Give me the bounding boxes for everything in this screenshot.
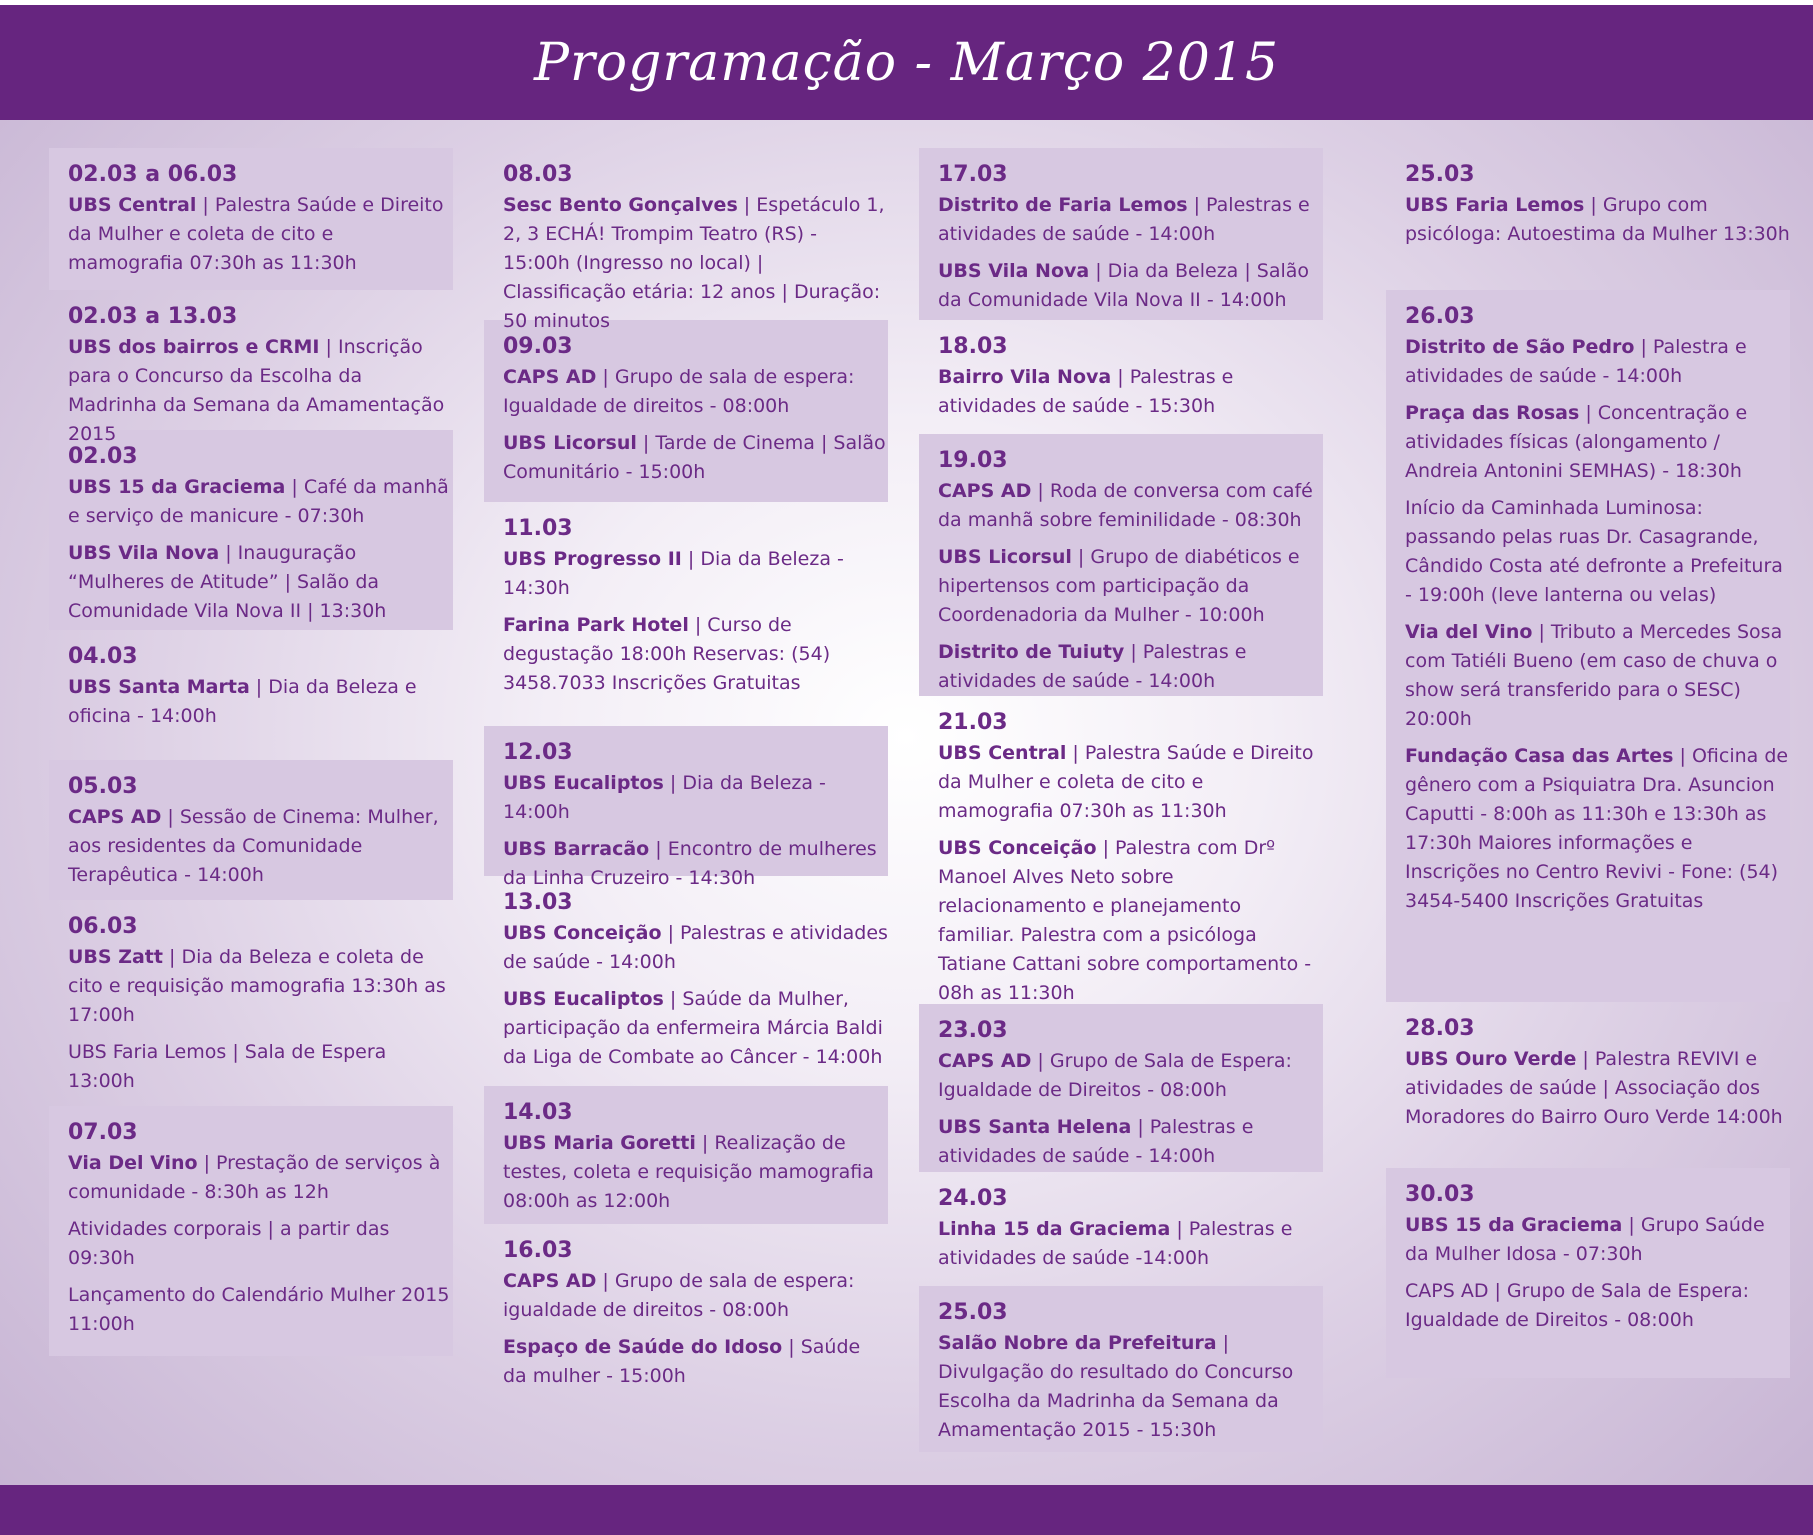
event-date: 05.03 xyxy=(68,774,138,799)
event-description: | Grupo de diabéticos e hipertensos com participação da Coordenadoria da Mulher - 10:00h xyxy=(938,546,1300,626)
event-date: 18.03 xyxy=(938,334,1008,359)
event-description: | Palestra com Drº Manoel Alves Neto sobre relacionamento e planejamento familiar. Palestra com a psicóloga Tatiane Cattani sobre comportamento - 08h as 11:30h xyxy=(938,837,1312,1004)
event-card xyxy=(484,726,888,889)
event-place: UBS Ouro Verde xyxy=(1405,1048,1577,1070)
event-date: 21.03 xyxy=(938,710,1008,735)
event-card xyxy=(919,434,1323,696)
event-place: UBS Santa Marta xyxy=(68,676,250,698)
event-description: | Roda de conversa com café da manhã sobre feminilidade - 08:30h xyxy=(938,480,1313,531)
event-description: Lançamento do Calendário Mulher 2015 11:00h xyxy=(68,1284,450,1335)
event-date: 14.03 xyxy=(503,1100,573,1125)
event-date: 02.03 xyxy=(68,444,138,469)
event-place: Distrito de Tuiuty xyxy=(938,641,1125,663)
event-description: | Palestras e atividades de saúde - 15:30h xyxy=(938,366,1234,417)
event-entry xyxy=(1405,191,1790,249)
event-place: UBS Vila Nova xyxy=(68,542,220,564)
event-card xyxy=(484,876,888,1086)
event-description: | Palestras e atividades de saúde - 14:00h xyxy=(938,641,1247,692)
event-card xyxy=(484,1086,888,1224)
event-description: | Divulgação do resultado do Concurso Escolha da Madrinha da Semana da Amamentação 2015 - 15:30h xyxy=(938,1332,1294,1441)
event-date: 28.03 xyxy=(1405,1016,1475,1041)
event-place: Distrito de Faria Lemos xyxy=(938,194,1188,216)
event-place: UBS Conceição xyxy=(503,922,662,944)
page-title: Programação - Março 2015 xyxy=(533,32,1280,93)
event-card xyxy=(49,1106,453,1356)
event-card xyxy=(919,1286,1323,1452)
event-place: Praça das Rosas xyxy=(1405,402,1580,424)
event-card xyxy=(484,1224,888,1404)
event-description: | Inscrição para o Concurso da Escolha da Madrinha da Semana da Amamentação 2015 xyxy=(68,336,445,445)
event-entry xyxy=(938,477,1323,535)
event-entry xyxy=(68,539,453,626)
event-entry xyxy=(68,943,453,1030)
event-entry xyxy=(503,545,888,603)
event-place: Via del Vino xyxy=(1405,621,1533,643)
event-place: Linha 15 da Graciema xyxy=(938,1218,1171,1240)
event-card xyxy=(484,148,888,332)
event-card xyxy=(49,900,453,1106)
event-description: | Palestras e atividades de saúde - 14:00h xyxy=(503,922,888,973)
event-entry xyxy=(1405,742,1790,916)
event-date: 25.03 xyxy=(938,1300,1008,1325)
event-description: UBS Faria Lemos | Sala de Espera 13:00h xyxy=(68,1041,387,1092)
event-date: 17.03 xyxy=(938,162,1008,187)
event-place: UBS Vila Nova xyxy=(938,260,1090,282)
event-entry xyxy=(1405,618,1790,734)
event-description: | Grupo com psicóloga: Autoestima da Mulher 13:30h xyxy=(1405,194,1790,245)
event-entry xyxy=(938,739,1323,826)
event-place: UBS Licorsul xyxy=(503,432,637,454)
event-card xyxy=(49,430,453,630)
event-entry xyxy=(503,919,888,977)
event-place: Espaço de Saúde do Idoso xyxy=(503,1336,783,1358)
event-description: | Dia da Beleza e oficina - 14:00h xyxy=(68,676,417,727)
event-entry xyxy=(503,1267,888,1325)
footer-bar xyxy=(0,1485,1813,1535)
event-description: | Palestra REVIVI e atividades de saúde | Associação dos Moradores do Bairro Ouro Verde 14:00h xyxy=(1405,1048,1783,1128)
event-entry xyxy=(68,673,453,731)
event-place: UBS Barracão xyxy=(503,838,650,860)
event-place: UBS Conceição xyxy=(938,837,1097,859)
event-card xyxy=(1386,1168,1790,1378)
event-date: 04.03 xyxy=(68,644,138,669)
event-entry xyxy=(503,429,888,487)
event-description: | Curso de degustação 18:00h Reservas: (54) 3458.7033 Inscrições Gratuitas xyxy=(503,614,831,694)
event-entry xyxy=(68,191,453,278)
event-entry xyxy=(938,1215,1323,1273)
header-banner xyxy=(0,0,1813,120)
schedule-column-3 xyxy=(919,148,1323,1452)
schedule-column-2 xyxy=(484,148,888,1404)
event-description: | Dia da Beleza e coleta de cito e requisição mamografia 13:30h as 17:00h xyxy=(68,946,446,1026)
event-date: 26.03 xyxy=(1405,304,1475,329)
event-date: 09.03 xyxy=(503,334,573,359)
event-entry xyxy=(1405,1277,1790,1335)
event-card xyxy=(1386,1002,1790,1168)
event-place: CAPS AD xyxy=(503,366,597,388)
event-entry xyxy=(503,769,888,827)
event-description: | Palestra e atividades de saúde - 14:00h xyxy=(1405,336,1747,387)
event-card xyxy=(49,760,453,900)
event-card xyxy=(484,320,888,502)
event-description: | Realização de testes, coleta e requisição mamografia 08:00h as 12:00h xyxy=(503,1132,874,1212)
event-entry xyxy=(1405,399,1790,486)
event-entry xyxy=(68,1149,453,1207)
event-entry xyxy=(938,834,1323,1008)
event-entry xyxy=(1405,1211,1790,1269)
event-description: | Dia da Beleza | Salão da Comunidade Vila Nova II - 14:00h xyxy=(938,260,1310,311)
event-date: 16.03 xyxy=(503,1238,573,1263)
event-date: 12.03 xyxy=(503,740,573,765)
event-entry xyxy=(938,1113,1323,1171)
event-description: | Café da manhã e serviço de manicure - 07:30h xyxy=(68,476,449,527)
event-description: | Dia da Beleza - 14:00h xyxy=(503,772,826,823)
event-card xyxy=(919,148,1323,320)
event-description: | Concentração e atividades físicas (alongamento / Andreia Antonini SEMHAS) - 18:30h xyxy=(1405,402,1748,482)
event-date: 02.03 a 06.03 xyxy=(68,162,238,187)
event-entry xyxy=(503,1333,888,1391)
event-date: 25.03 xyxy=(1405,162,1475,187)
event-entry xyxy=(938,257,1323,315)
event-card xyxy=(49,148,453,290)
schedule-column-1 xyxy=(49,148,453,1356)
event-date: 06.03 xyxy=(68,914,138,939)
event-card xyxy=(49,630,453,760)
event-card xyxy=(1386,148,1790,290)
schedule-column-4 xyxy=(1386,148,1790,1378)
event-date: 19.03 xyxy=(938,448,1008,473)
event-card xyxy=(919,1172,1323,1286)
event-date: 30.03 xyxy=(1405,1182,1475,1207)
event-description: | Dia da Beleza - 14:30h xyxy=(503,548,844,599)
event-place: UBS dos bairros e CRMI xyxy=(68,336,320,358)
event-place: CAPS AD xyxy=(938,480,1032,502)
event-description: | Prestação de serviços à comunidade - 8:30h as 12h xyxy=(68,1152,441,1203)
event-description: | Tributo a Mercedes Sosa com Tatiéli Bueno (em caso de chuva o show será transferido para o SESC) 20:00h xyxy=(1405,621,1783,730)
event-description: | Encontro de mulheres da Linha Cruzeiro - 14:30h xyxy=(503,838,877,889)
event-place: Sesc Bento Gonçalves xyxy=(503,194,738,216)
event-place: UBS Central xyxy=(68,194,197,216)
event-description: | Palestra Saúde e Direito da Mulher e coleta de cito e mamografia 07:30h as 11:30h xyxy=(938,742,1314,822)
event-entry xyxy=(938,191,1323,249)
event-card xyxy=(919,320,1323,434)
event-card xyxy=(484,502,888,726)
event-description: | Espetáculo 1, 2, 3 ECHÁ! Trompim Teatro (RS) - 15:00h (Ingresso no local) | Classificação etária: 12 anos | Duração: 50 minutos xyxy=(503,194,885,332)
event-card xyxy=(919,1004,1323,1172)
event-entry xyxy=(503,363,888,421)
event-place: CAPS AD xyxy=(503,1270,597,1292)
event-entry xyxy=(68,1038,453,1096)
event-entry xyxy=(68,473,453,531)
event-entry xyxy=(1405,333,1790,391)
event-place: Fundação Casa das Artes xyxy=(1405,745,1674,767)
event-entry xyxy=(503,191,888,336)
event-place: UBS Santa Helena xyxy=(938,1116,1132,1138)
event-date: 07.03 xyxy=(68,1120,138,1145)
event-entry xyxy=(68,1281,453,1339)
event-place: UBS Licorsul xyxy=(938,546,1072,568)
event-entry xyxy=(938,543,1323,630)
event-place: CAPS AD xyxy=(68,806,162,828)
event-description: | Grupo Saúde da Mulher Idosa - 07:30h xyxy=(1405,1214,1765,1265)
event-date: 23.03 xyxy=(938,1018,1008,1043)
event-card xyxy=(919,696,1323,1004)
event-description: Início da Caminhada Luminosa: passando pelas ruas Dr. Casagrande, Cândido Costa até defronte a Prefeitura - 19:00h (leve lanterna ou velas) xyxy=(1405,497,1783,606)
event-card xyxy=(1386,290,1790,1002)
event-entry xyxy=(503,611,888,698)
event-description: | Palestras e atividades de saúde - 14:00h xyxy=(938,1116,1254,1167)
event-place: UBS Eucaliptos xyxy=(503,772,664,794)
event-place: UBS Eucaliptos xyxy=(503,988,664,1010)
event-entry xyxy=(938,638,1323,696)
event-entry xyxy=(68,803,453,890)
event-description: | Saúde da mulher - 15:00h xyxy=(503,1336,861,1387)
event-place: Distrito de São Pedro xyxy=(1405,336,1635,358)
event-description: | Tarde de Cinema | Salão Comunitário - 15:00h xyxy=(503,432,886,483)
event-description: | Palestras e atividades de saúde -14:00h xyxy=(938,1218,1293,1269)
event-entry xyxy=(68,1215,453,1273)
event-place: UBS Progresso II xyxy=(503,548,682,570)
event-description: | Grupo de sala de espera: igualdade de direitos - 08:00h xyxy=(503,1270,855,1321)
event-place: Salão Nobre da Prefeitura xyxy=(938,1332,1217,1354)
event-entry xyxy=(1405,494,1790,610)
event-place: UBS Zatt xyxy=(68,946,163,968)
event-description: | Palestras e atividades de saúde - 14:00h xyxy=(938,194,1310,245)
event-place: CAPS AD xyxy=(938,1050,1032,1072)
event-description: | Oficina de gênero com a Psiquiatra Dra. Asuncion Caputti - 8:00h as 11:30h e 13:30h as 17:30h Maiores informações e Inscrições no Centro Revivi - Fone: (54) 3454-5400 Inscrições Gratuitas xyxy=(1405,745,1789,912)
event-entry xyxy=(938,363,1323,421)
event-entry xyxy=(503,1129,888,1216)
event-place: UBS 15 da Graciema xyxy=(1405,1214,1623,1236)
event-place: UBS Maria Goretti xyxy=(503,1132,696,1154)
event-date: 02.03 a 13.03 xyxy=(68,304,238,329)
event-description: | Grupo de sala de espera: Igualdade de direitos - 08:00h xyxy=(503,366,855,417)
event-date: 08.03 xyxy=(503,162,573,187)
event-place: UBS Faria Lemos xyxy=(1405,194,1585,216)
event-date: 24.03 xyxy=(938,1186,1008,1211)
event-place: Farina Park Hotel xyxy=(503,614,689,636)
event-description: Atividades corporais | a partir das 09:30h xyxy=(68,1218,390,1269)
event-description: | Saúde da Mulher, participação da enfermeira Márcia Baldi da Liga de Combate ao Câncer - 14:00h xyxy=(503,988,883,1068)
event-description: CAPS AD | Grupo de Sala de Espera: Igualdade de Direitos - 08:00h xyxy=(1405,1280,1749,1331)
event-entry xyxy=(938,1047,1323,1105)
event-entry xyxy=(1405,1045,1790,1132)
event-place: Via Del Vino xyxy=(68,1152,198,1174)
event-place: UBS Central xyxy=(938,742,1067,764)
event-entry xyxy=(503,985,888,1072)
event-card xyxy=(49,290,453,445)
event-description: | Inauguração “Mulheres de Atitude” | Salão da Comunidade Vila Nova II | 13:30h xyxy=(68,542,387,622)
event-date: 11.03 xyxy=(503,516,573,541)
event-description: | Sessão de Cinema: Mulher, aos residentes da Comunidade Terapêutica - 14:00h xyxy=(68,806,439,886)
event-date: 13.03 xyxy=(503,890,573,915)
event-description: | Grupo de Sala de Espera: Igualdade de Direitos - 08:00h xyxy=(938,1050,1292,1101)
event-entry xyxy=(938,1329,1323,1445)
event-place: Bairro Vila Nova xyxy=(938,366,1112,388)
event-place: UBS 15 da Graciema xyxy=(68,476,286,498)
event-description: | Palestra Saúde e Direito da Mulher e coleta de cito e mamografia 07:30h as 11:30h xyxy=(68,194,444,274)
